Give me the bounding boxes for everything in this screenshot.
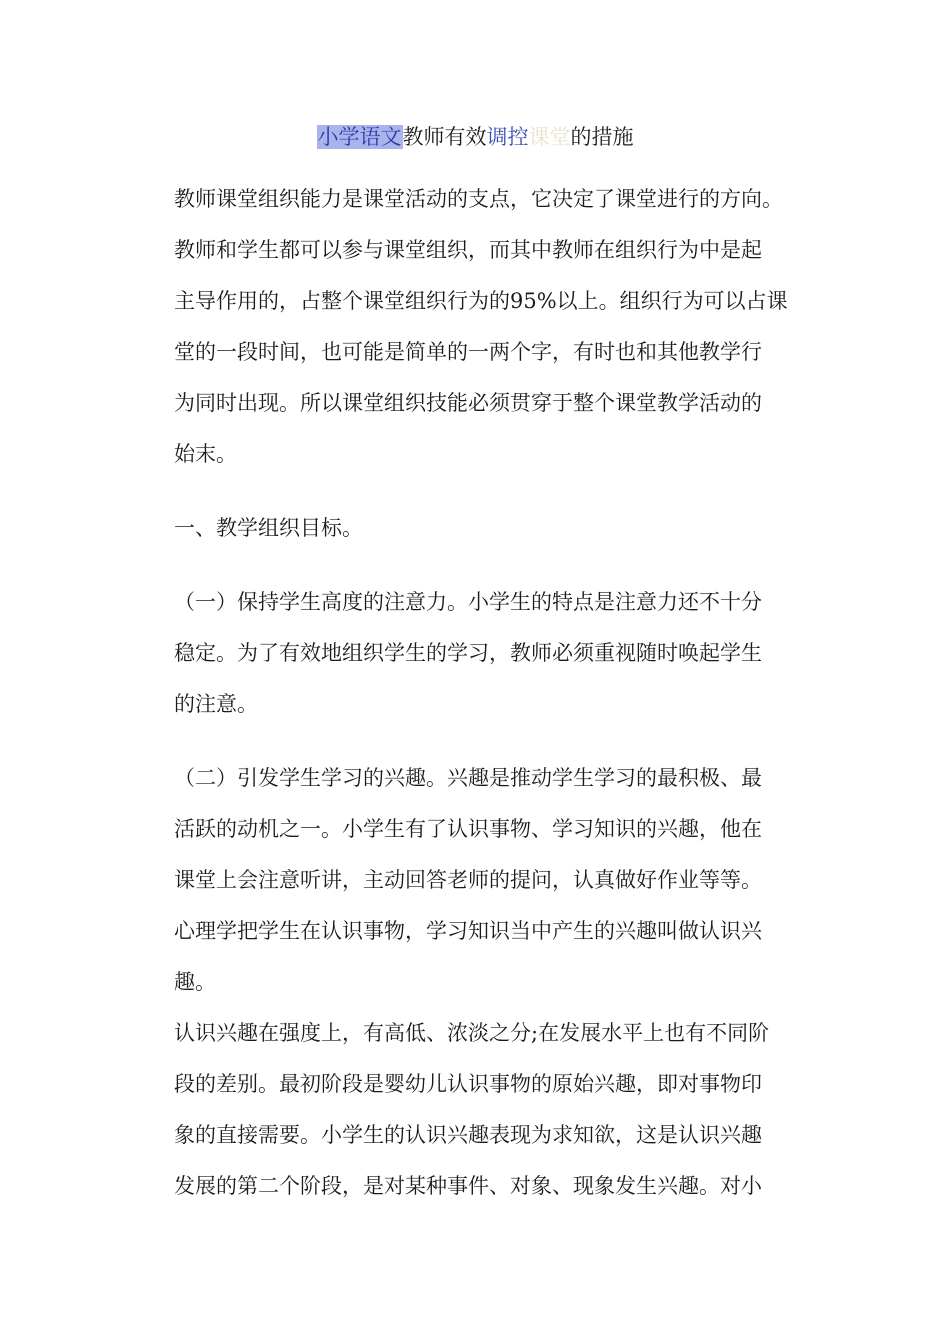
section-heading: [174, 503, 824, 554]
text-line: 活跃的动机之一。小学生有了认识事物、学习知识的兴趣，他在: [174, 817, 762, 841]
paragraph-intro: [174, 174, 824, 480]
text-line: 课堂上会注意听讲，主动回答老师的提问，认真做好作业等等。: [174, 868, 762, 892]
text-line: （二）引发学生学习的兴趣。兴趣是推动学生学习的最积极、最: [174, 766, 762, 790]
document-body: [174, 174, 824, 1212]
text-line: 始末。: [174, 442, 237, 466]
title-segment: 的措施: [570, 125, 634, 149]
text-line: 稳定。为了有效地组织学生的学习，教师必须重视随时唤起学生: [174, 641, 762, 665]
title-faint-segment: 课堂: [528, 125, 571, 149]
text-line: 一、教学组织目标。: [174, 516, 363, 540]
text-line: 主导作用的，占整个课堂组织行为的95%以上。组织行为可以占课: [174, 289, 788, 313]
paragraph-cognitive-interest: [174, 1008, 824, 1212]
text-line: 的注意。: [174, 692, 258, 716]
text-line: 教师课堂组织能力是课堂活动的支点，它决定了课堂进行的方向。: [174, 187, 783, 211]
text-line: 趣。: [174, 970, 216, 994]
text-line: 堂的一段时间，也可能是简单的一两个字，有时也和其他教学行: [174, 340, 762, 364]
text-line: 教师和学生都可以参与课堂组织，而其中教师在组织行为中是起: [174, 238, 762, 262]
text-line: 为同时出现。所以课堂组织技能必须贯穿于整个课堂教学活动的: [174, 391, 762, 415]
document-title: [0, 120, 950, 154]
title-link-segment[interactable]: 调控: [486, 125, 529, 149]
text-line: （一）保持学生高度的注意力。小学生的特点是注意力还不十分: [174, 590, 762, 614]
title-highlighted-segment[interactable]: 小学语文: [317, 125, 402, 149]
text-line: 象的直接需要。小学生的认识兴趣表现为求知欲，这是认识兴趣: [174, 1123, 762, 1147]
text-line: 心理学把学生在认识事物，学习知识当中产生的兴趣叫做认识兴: [174, 919, 762, 943]
title-segment: 教师有效: [402, 125, 487, 149]
paragraph-interest: [174, 753, 824, 1008]
text-line: 发展的第二个阶段，是对某种事件、对象、现象发生兴趣。对小: [174, 1174, 762, 1198]
text-line: 认识兴趣在强度上，有高低、浓淡之分;在发展水平上也有不同阶: [174, 1021, 770, 1045]
paragraph-attention: [174, 577, 824, 730]
text-line: 段的差别。最初阶段是婴幼儿认识事物的原始兴趣，即对事物印: [174, 1072, 762, 1096]
